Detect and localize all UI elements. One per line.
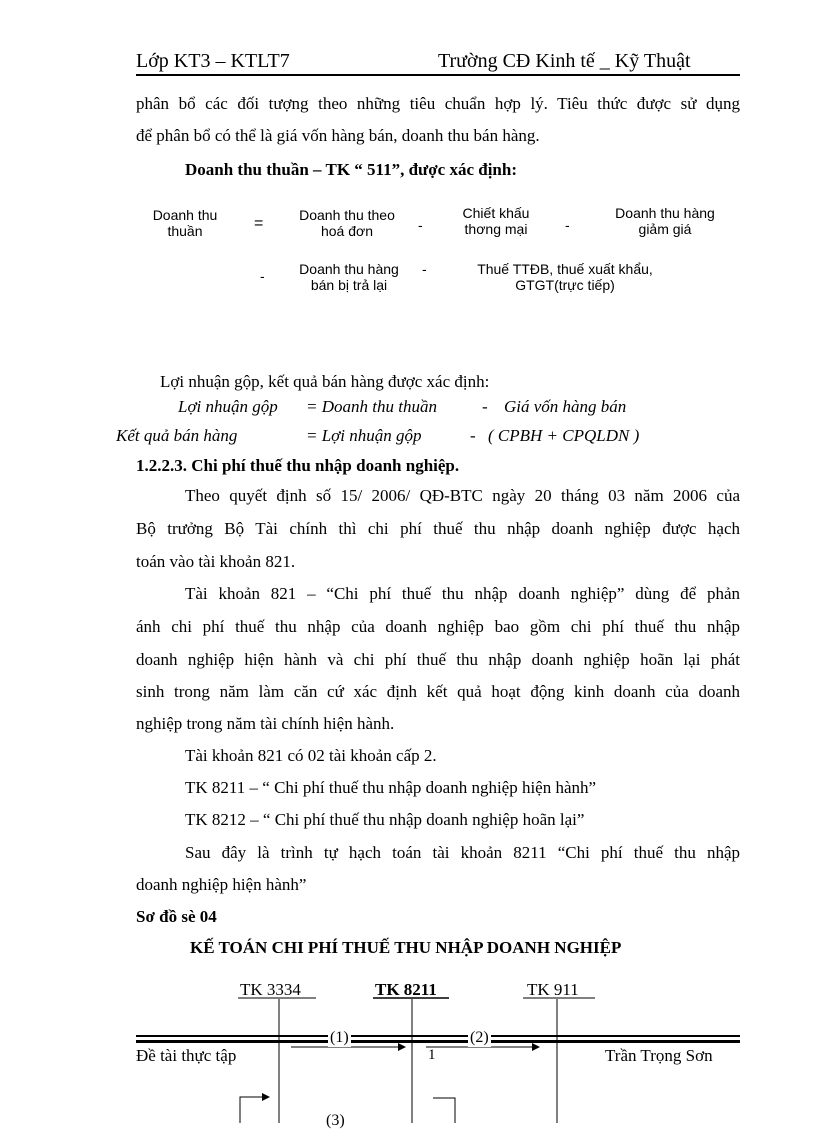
formula-term-allowance-line1: Doanh thu hàng [615, 205, 715, 221]
flow-3-label: (3) [326, 1112, 345, 1129]
profit-row2-rhs: ( CPBH + CPQLDN ) [488, 426, 640, 445]
formula-equals: = [254, 215, 264, 232]
p2-line-3: doanh nghiệp hiện hành và chi phí thuế thu nhập doanh nghiệp hoãn lại phát [136, 650, 740, 669]
account-tk911: TK 911 [527, 980, 579, 999]
p2-line-4: sinh trong năm làm căn cứ xác định kết quả hoạt động kinh doanh của doanh [136, 682, 740, 701]
formula-minus-1: - [418, 217, 423, 233]
profit-row1-lhs: Lợi nhuận gộp [178, 397, 278, 416]
formula-minus-2: - [565, 217, 570, 233]
formula-term-invoice-line1: Doanh thu theo [299, 207, 395, 223]
footer-left: Đề tài thực tập [136, 1046, 237, 1065]
p1-line-2: Bộ trưởng Bộ Tài chính thì chi phí thuế thu nhập doanh nghiệp được hạch [136, 519, 740, 538]
p1-line-3: toán vào tài khoản 821. [136, 552, 296, 571]
formula-term-returns-line2: bán bị trả lại [310, 277, 388, 293]
flow-2-arrowhead [532, 1043, 540, 1051]
formula-term-taxes-line2: GTGT(trực tiếp) [515, 277, 615, 293]
footer-rule-bottom [136, 1040, 740, 1043]
p3: Tài khoản 821 có 02 tài khoản cấp 2. [185, 746, 437, 765]
p2-line-5: nghiệp trong năm tài chính hiện hành. [136, 714, 395, 733]
formula-term-allowance-line2: giảm giá [638, 221, 692, 237]
header-right: Trường CĐ Kinh tế _ Kỹ Thuật [438, 50, 691, 72]
formula-term-discount-line2: thơng mại [464, 221, 528, 237]
profit-row1-eq: = Doanh thu thuần [306, 397, 437, 416]
account-tk8211: TK 8211 [375, 980, 437, 999]
tk8211-mark: 1 [428, 1047, 436, 1063]
flow-2-label: (2) [470, 1029, 489, 1046]
p5: TK 8212 – “ Chi phí thuế thu nhập doanh nghiệp hoãn lại” [185, 810, 585, 829]
formula-minus-4: - [422, 261, 427, 277]
formula-term-invoice-line2: hoá đơn [320, 223, 373, 239]
flow-1-arrowhead [398, 1043, 406, 1051]
p6-line-1: Sau đây là trình tự hạch toán tài khoản 8211 “Chi phí thuế thu nhập [185, 843, 740, 862]
p6-line-2: doanh nghiệp hiện hành” [136, 875, 307, 894]
profit-row2-lhs: Kết quả bán hàng [116, 426, 238, 445]
flow-3-arrowhead [262, 1093, 270, 1101]
profit-row2-minus: - [470, 426, 476, 445]
section-title: 1.2.2.3. Chi phí thuế thu nhập doanh nghiệp. [136, 456, 460, 475]
flow-3-left-bracket [240, 1097, 262, 1123]
formula-term-taxes-line1: Thuế TTĐB, thuế xuất khẩu, [477, 261, 653, 277]
p2-line-2: ánh chi phí thuế thu nhập của doanh nghiệp bao gồm chi phí thuế thu nhập [136, 617, 740, 636]
p1-line-1: Theo quyết định số 15/ 2006/ QĐ-BTC ngày 20 tháng 03 năm 2006 của [185, 486, 740, 505]
intro-line-1: phân bổ các đối tượng theo những tiêu chuẩn hợp lý. Tiêu thức được sử dụng [136, 94, 740, 113]
profit-row2-eq: = Lợi nhuận gộp [306, 426, 422, 445]
flow-1-label: (1) [330, 1029, 349, 1046]
diagram-title: KẾ TOÁN CHI PHÍ THUẾ THU NHẬP DOANH NGHIỆP [190, 938, 622, 957]
profit-intro: Lợi nhuận gộp, kết quả bán hàng được xác định: [160, 372, 490, 391]
header-left: Lớp KT3 – KTLT7 [136, 50, 290, 72]
account-tk3334: TK 3334 [240, 980, 301, 999]
formula-lhs-line1: Doanh thu [152, 207, 218, 223]
flow-3-right-bracket [433, 1098, 455, 1123]
intro-line-2: để phân bổ có thể là giá vốn hàng bán, doanh thu bán hàng. [136, 126, 540, 145]
profit-row1-minus: - [482, 397, 488, 416]
footer-right: Trần Trọng Sơn [605, 1046, 713, 1065]
formula-term-discount-line1: Chiết khấu [462, 205, 530, 221]
footer-rule-top [136, 1035, 740, 1037]
profit-row1-rhs: Giá vốn hàng bán [504, 397, 627, 416]
p2-line-1: Tài khoản 821 – “Chi phí thuế thu nhập doanh nghiệp” dùng để phản [185, 584, 740, 603]
formula-term-returns-line1: Doanh thu hàng [299, 261, 399, 277]
formula-lhs-line2: thuần [167, 223, 203, 239]
revenue-heading: Doanh thu thuần – TK “ 511”, được xác định: [185, 160, 518, 179]
formula-minus-3: - [260, 268, 265, 284]
p4: TK 8211 – “ Chi phí thuế thu nhập doanh nghiệp hiện hành” [185, 778, 597, 797]
diagram-label: Sơ đồ sè 04 [136, 907, 217, 926]
